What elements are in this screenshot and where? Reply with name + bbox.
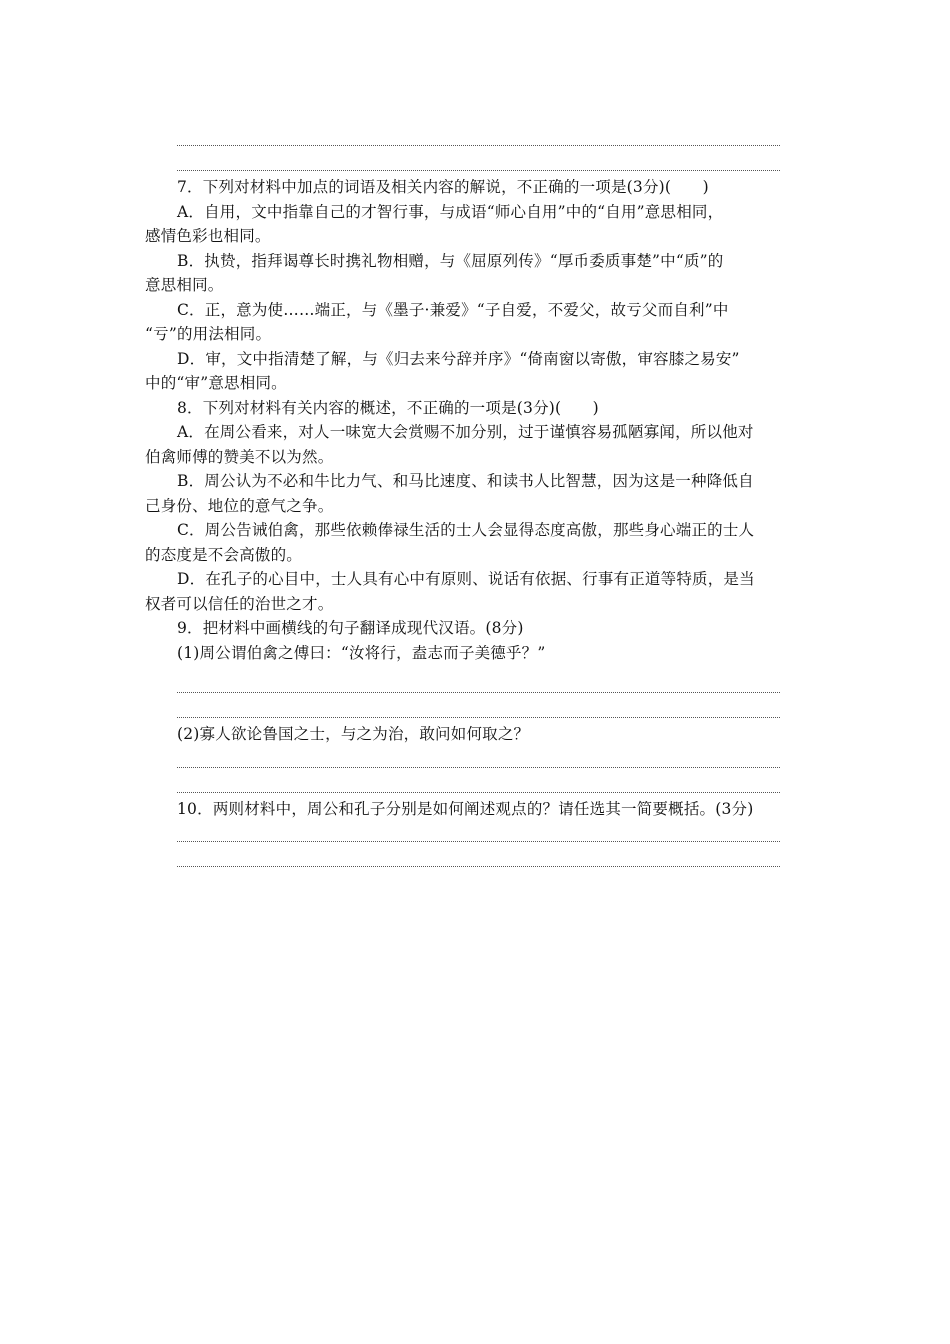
- question-7-option-d-cont: 中的“审”意思相同。: [145, 374, 287, 392]
- answer-line: [177, 692, 780, 693]
- question-8-option-b: B．周公认为不必和牛比力气、和马比速度、和读书人比智慧，因为这是一种降低自: [177, 472, 754, 490]
- question-7-stem: 7．下列对材料中加点的词语及相关内容的解说，不正确的一项是(3分)( ): [177, 178, 709, 196]
- answer-line: [177, 767, 780, 768]
- question-8-option-c-cont: 的态度是不会高傲的。: [145, 546, 303, 564]
- question-7-option-b: B．执贽，指拜谒尊长时携礼物相赠，与《屈原列传》“厚币委质事楚”中“质”的: [177, 252, 724, 270]
- question-8-stem: 8．下列对材料有关内容的概述，不正确的一项是(3分)( ): [177, 399, 599, 417]
- question-9-stem: 9．把材料中画横线的句子翻译成现代汉语。(8分): [177, 619, 524, 637]
- answer-line: [177, 792, 780, 793]
- question-8-option-d: D．在孔子的心目中，士人具有心中有原则、说话有依据、行事有正道等特质，是当: [177, 570, 755, 588]
- question-7-option-b-cont: 意思相同。: [145, 276, 224, 294]
- question-7-option-d: D．审，文中指清楚了解，与《归去来兮辞并序》“倚南窗以寄傲，审容膝之易安”: [177, 350, 740, 368]
- question-7-option-a: A．自用，文中指靠自己的才智行事，与成语“师心自用”中的“自用”意思相同，: [177, 203, 724, 221]
- question-9-sentence-2: (2)寡人欲论鲁国之士，与之为治，敢问如何取之？: [177, 725, 530, 743]
- question-8-option-a: A．在周公看来，对人一味宽大会赏赐不加分别，过于谨慎容易孤陋寡闻，所以他对: [177, 423, 754, 441]
- question-7-option-a-cont: 感情色彩也相同。: [145, 227, 271, 245]
- answer-line: [177, 717, 780, 718]
- question-9-sentence-1: (1)周公谓伯禽之傅曰：“汝将行，盍志而子美德乎？”: [177, 644, 546, 662]
- question-8-option-c: C．周公告诫伯禽，那些依赖俸禄生活的士人会显得态度高傲，那些身心端正的士人: [177, 521, 755, 539]
- question-7-option-c-cont: “亏”的用法相同。: [145, 325, 272, 343]
- question-7-option-c: C．正，意为使……端正，与《墨子·兼爱》“子自爱，不爱父，故亏父而自利”中: [177, 301, 729, 319]
- question-8-option-a-cont: 伯禽师傅的赞美不以为然。: [145, 448, 334, 466]
- question-8-option-d-cont: 权者可以信任的治世之才。: [145, 595, 334, 613]
- answer-line: [177, 841, 780, 842]
- answer-line: [177, 866, 780, 867]
- question-8-option-b-cont: 己身份、地位的意气之争。: [145, 497, 334, 515]
- answer-line: [177, 170, 780, 171]
- answer-line: [177, 145, 780, 146]
- question-10-stem: 10．两则材料中，周公和孔子分别是如何阐述观点的？请任选其一简要概括。(3分): [177, 800, 754, 818]
